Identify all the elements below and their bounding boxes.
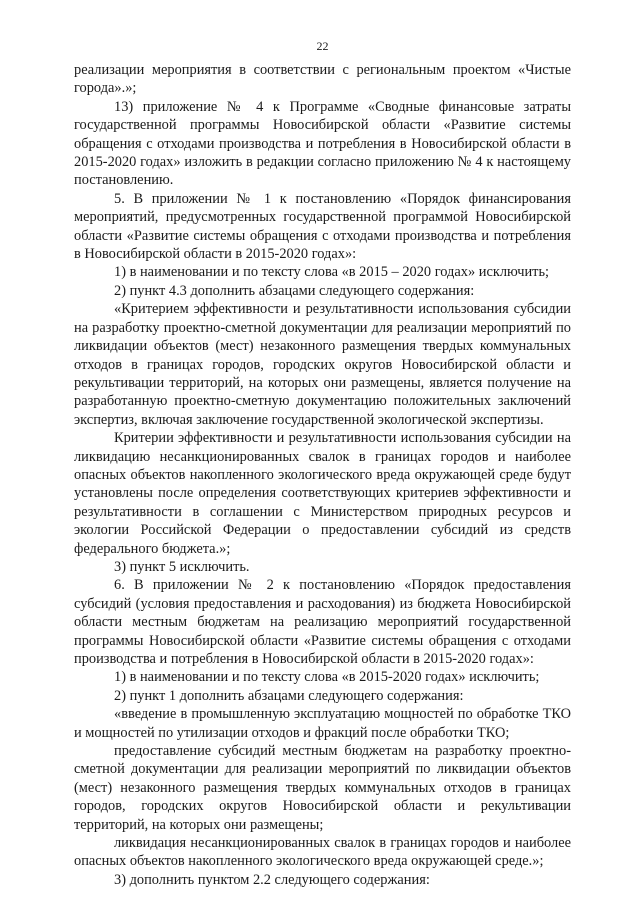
- paragraph: 3) дополнить пунктом 2.2 следующего содержания:: [114, 871, 430, 888]
- document-body: [74, 61, 571, 889]
- paragraph: 6. В приложении № 2 к постановлению «Порядок предоставления субсидий (условия предоставления и расходования) из бюджета Новосибирской области местным бюджетам на реализацию мероприятий государственной программы Новосибирской области «Развитие системы обращения с отходами производства и потребления в Новосибирской области в 2015-2020 годах»:: [74, 577, 571, 667]
- paragraph: «введение в промышленную эксплуатацию мощностей по обработке ТКО и мощностей по утилизации отходов и фракций после обработки ТКО;: [74, 706, 571, 741]
- paragraph: 3) пункт 5 исключить.: [114, 558, 250, 575]
- paragraph: 1) в наименовании и по тексту слова «в 2015-2020 годах» исключить;: [114, 669, 540, 686]
- paragraph: 2) пункт 1 дополнить абзацами следующего содержания:: [114, 687, 464, 704]
- paragraph: 5. В приложении № 1 к постановлению «Порядок финансирования мероприятий, предусмотренных государственной программой Новосибирской области «Развитие системы обращения с отходами производства и потребления в Новосибирской области в 2015-2020 годах»:: [74, 190, 571, 263]
- paragraph: 13) приложение № 4 к Программе «Сводные финансовые затраты государственной программы Новосибирской области «Развитие системы обращения с отходами производства и потребления в Новосибирской области в 2015-2020 годах» изложить в редакции согласно приложению № 4 к настоящему постановлению.: [74, 98, 571, 189]
- page-number: 22: [316, 39, 329, 53]
- paragraph: реализации мероприятия в соответствии с региональным проектом «Чистые города».»;: [74, 62, 571, 97]
- paragraph: 1) в наименовании и по тексту слова «в 2015 – 2020 годах» исключить;: [114, 264, 549, 281]
- paragraph: Критерии эффективности и результативности использования субсидии на ликвидацию несанкционированных свалок в границах городов и наиболее опасных объектов накопленного экологического вреда окружающей среде будут установлены после определения соответствующих критериев эффективности и результативности в соглашении с Министерством природных ресурсов и экологии Российской Федерации о предоставлении субсидий из средств федерального бюджета.»;: [74, 430, 571, 557]
- paragraph: 2) пункт 4.3 дополнить абзацами следующего содержания:: [114, 282, 475, 299]
- paragraph: ликвидация несанкционированных свалок в границах городов и наиболее опасных объектов накопленного экологического вреда окружающей среде.»;: [74, 835, 571, 870]
- paragraph: предоставление субсидий местным бюджетам на разработку проектно-сметной документации для реализации мероприятий по ликвидации объектов (мест) незаконного размещения твердых коммунальных отходов в границах городов, городских округов Новосибирской области и рекультивации территорий, на которых они размещены;: [74, 743, 571, 833]
- paragraph: «Критерием эффективности и результативности использования субсидии на разработку проектно-сметной документации для реализации мероприятий по ликвидации объектов (мест) незаконного размещения твердых коммунальных отходов в границах городов, городских округов Новосибирской области и рекультивации территорий, на которых они размещены, является получение на разработанную проектно-сметную документацию положительных заключений экспертиз, включая заключение государственной экологической экспертизы.: [74, 301, 571, 428]
